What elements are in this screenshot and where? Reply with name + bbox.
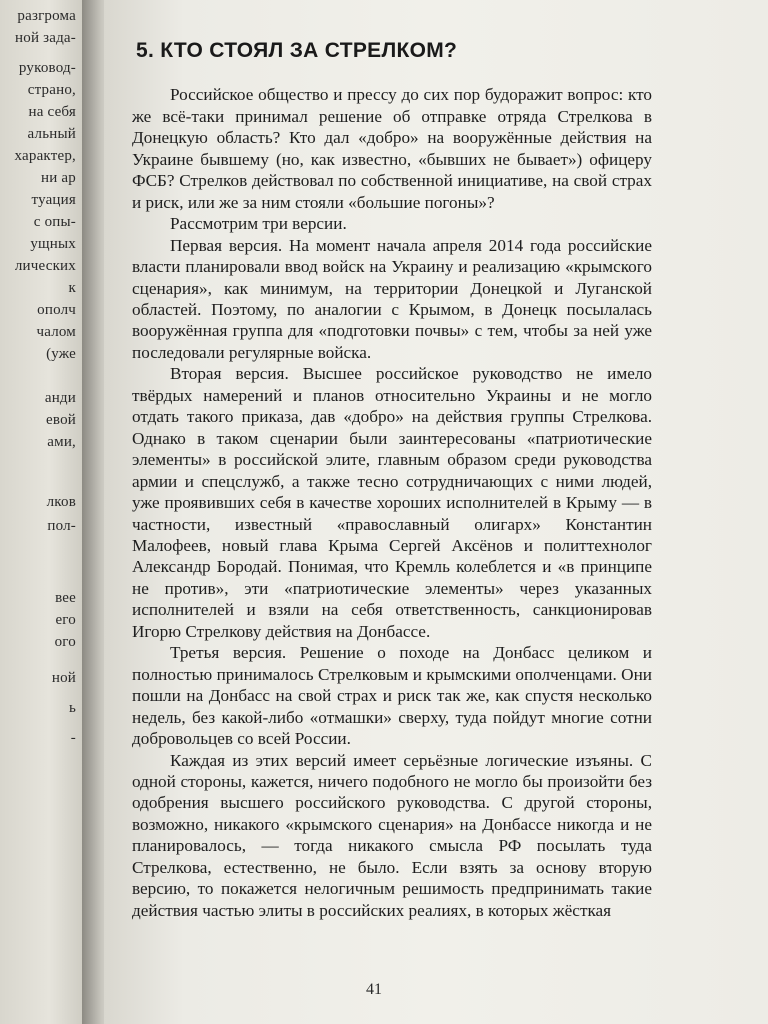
paragraph: Каждая из этих версий имеет серьёзные логические изъяны. С одной стороны, кажется, ничего подобного не могло бы произойти без одобрения высшего российского руководства. С другой стороны, возможно, никакого «крымского сценария» на Донбассе никогда и не планировалось, — тогда никакого смысла РФ посылать туда Стрелкова, естественно, не было. Если взять за основу вторую версию, то покажется нелогичным решимость предпринимать такие действия частью элиты в российских реалиях, в которых жёсткая [132, 750, 652, 920]
left-page-text: альный [27, 126, 76, 142]
left-page-text: ого [54, 634, 76, 650]
left-page [0, 0, 82, 1024]
left-page-text: ной зада- [15, 30, 76, 46]
paragraph: Третья версия. Решение о походе на Донбасс целиком и полностью принималось Стрелковым и крымскими ополченцами. Они пошли на Донбасс на свой страх и риск так же, как спустя несколько недель, без какой-либо «отмашки» сверху, туда пойдут многие сотни добровольцев со всей России. [132, 643, 652, 749]
left-page-text: ни ар [41, 170, 76, 186]
left-page-text: (уже [46, 346, 76, 362]
paragraph: Первая версия. На момент начала апреля 2014 года российские власти планировали ввод войск на Украину и реализацию «крымского сценария», как минимум, на территории Донецкой и Луганской областей. Поэтому, по аналогии с Крымом, в Донецк посылалась вооружённая группа для «подготовки почвы» с тем, чтобы за ней уже последовали регулярные войска. [132, 235, 652, 362]
left-page-text: евой [46, 412, 76, 428]
paragraph: Российское общество и прессу до сих пор будоражит вопрос: кто же всё-таки принимал решение об отправке отряда Стрелкова в Донецкую область? Кто дал «добро» на вооружённые действия на Украине бывшему (но, как известно, «бывших не бывает») офицеру ФСБ? Стрелков действовал по собственной инициативе, на свой страх и риск, или же за ним стояли «большие погоны»? [132, 85, 652, 212]
left-page-text: на себя [28, 104, 76, 120]
page-number: 41 [366, 981, 382, 998]
left-page-text: пол- [47, 518, 76, 534]
left-page-text: страно, [27, 82, 76, 98]
chapter-title: 5. КТО СТОЯЛ ЗА СТРЕЛКОМ? [136, 39, 458, 62]
left-page-text: ами, [47, 434, 76, 450]
paragraph: Рассмотрим три версии. [170, 214, 347, 234]
left-page-text: анди [44, 390, 76, 406]
left-page-text: чалом [36, 324, 76, 340]
left-page-text: ь [68, 700, 76, 716]
page-content [132, 40, 652, 921]
paragraph: Вторая версия. Высшее российское руководство не имело твёрдых намерений и планов относительно Украины и не могло отдать такого приказа, дав «добро» на действия группы Стрелкова. Однако в таком сценарии были заинтересованы «патриотические элементы» в российской элите, главным образом среди руководства армии и спецслужб, а также тесно сотрудничающих с ними людей, уже проявивших себя в качестве хороших исполнителей в Крыму — в частности, известный «православный олигарх» Константин Малофеев, новый глава Крыма Сергей Аксёнов и политтехнолог Александр Бородай. Понимая, что Кремль колеблется и «в принципе не против», эти «патриотические элементы» через указанных исполнителей и взяли на себя ответственность, санкционировав Игорю Стрелкову действия на Донбассе. [132, 364, 652, 641]
left-page-text: ной [51, 670, 76, 686]
left-page-text: к [68, 280, 76, 296]
left-page-text: вее [55, 590, 76, 606]
left-page-text: характер, [14, 148, 76, 164]
left-page-text: лков [46, 494, 76, 510]
right-page [104, 0, 768, 1024]
left-page-text: ополч [37, 302, 76, 318]
left-page-text: ущных [30, 236, 76, 252]
left-page-text: туация [31, 192, 76, 208]
left-page-text: его [55, 612, 76, 628]
left-page-text: разгрома [17, 8, 76, 24]
left-page-text: лических [14, 258, 76, 274]
left-page-text: - [70, 730, 76, 746]
left-page-text: с опы- [33, 214, 76, 230]
left-page-text: руковод- [18, 60, 76, 76]
